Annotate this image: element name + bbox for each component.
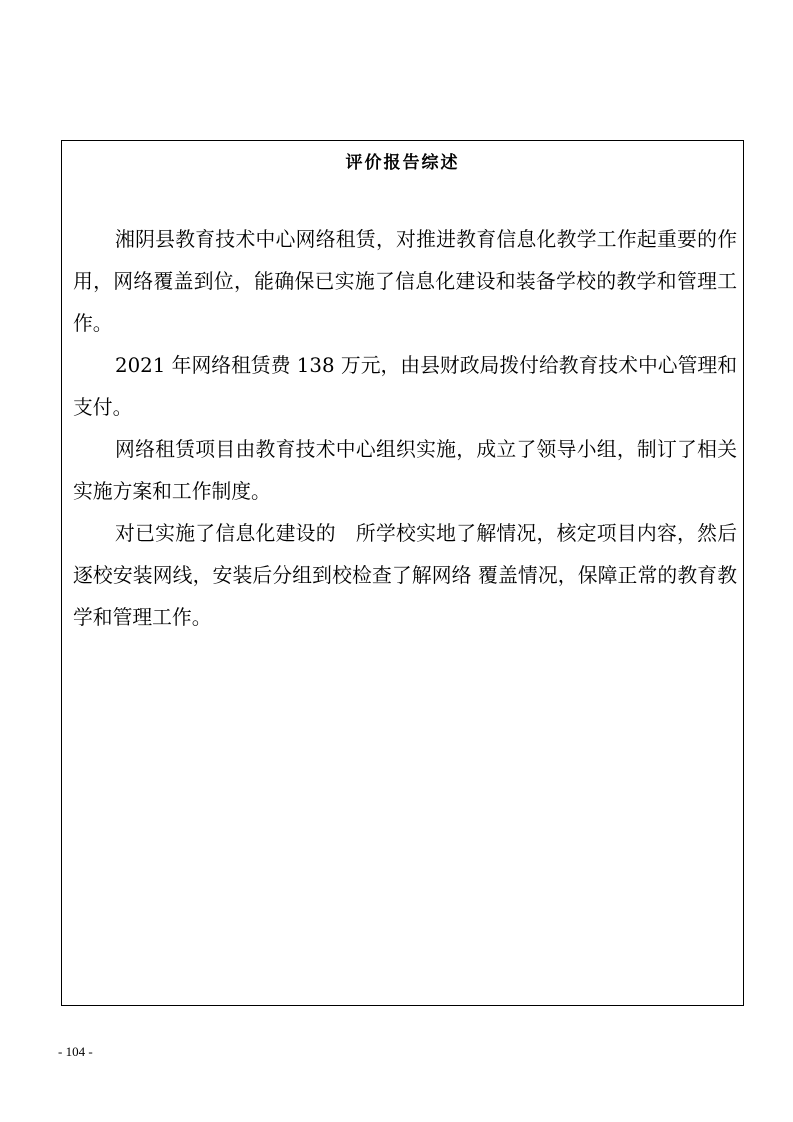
report-title: 评价报告综述: [345, 153, 460, 173]
paragraph-2: 2021 年网络租赁费 138 万元，由县财政局拨付给教育技术中心管理和支付。: [73, 354, 737, 419]
paragraph-1: 湘阴县教育技术中心网络租赁，对推进教育信息化教学工作起重要的作用，网络覆盖到位，能确保已实施了信息化建设和装备学校的教学和管理工作。: [73, 228, 737, 335]
paragraph-3: 网络租赁项目由教育技术中心组织实施，成立了领导小组，制订了相关实施方案和工作制度。: [73, 438, 737, 503]
report-body: [73, 219, 737, 639]
paragraph-4: 对已实施了信息化建设的 所学校实地了解情况，核定项目内容，然后逐校安装网线，安装后分组到校检查了解网络 覆盖情况，保障正常的教育教学和管理工作。: [73, 522, 737, 629]
page-number: - 104 -: [58, 1044, 93, 1059]
report-summary-box: [61, 140, 744, 1006]
